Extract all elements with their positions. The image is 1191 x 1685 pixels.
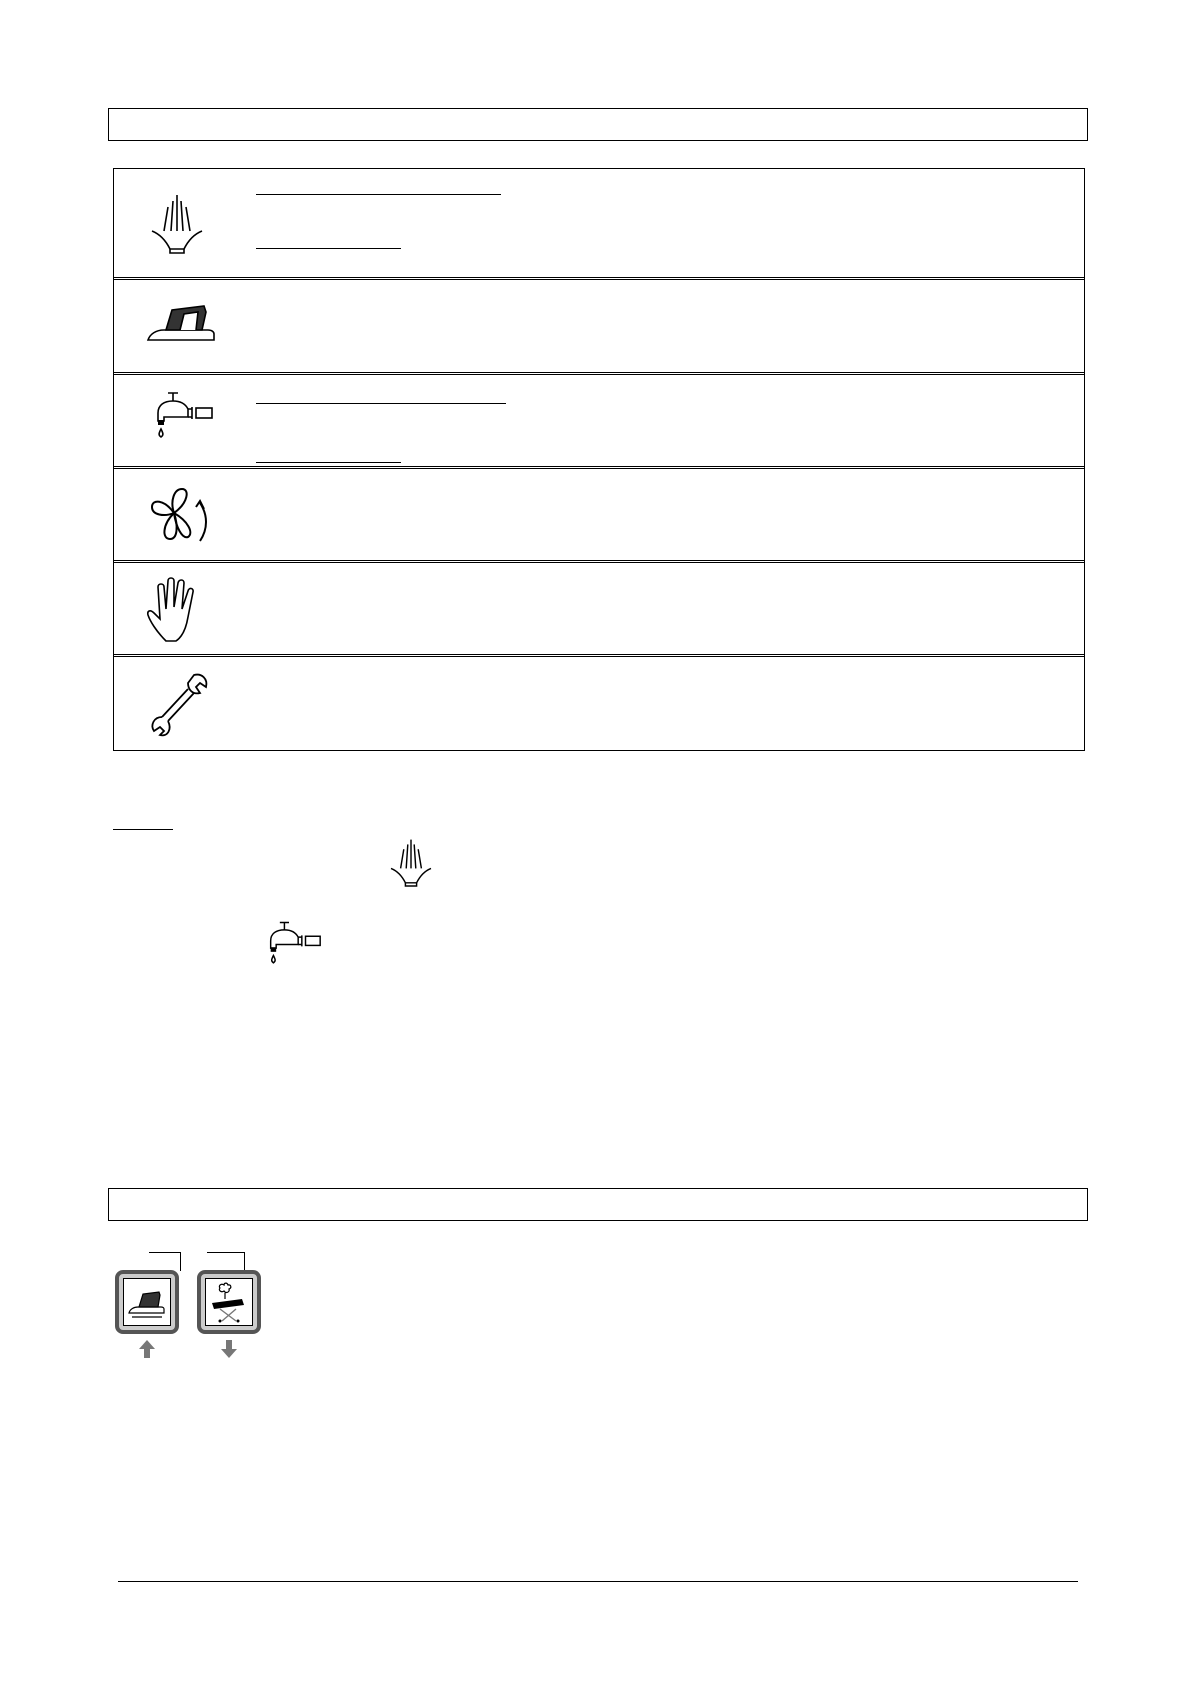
up-arrow-icon — [139, 1340, 155, 1362]
symbol-row — [114, 280, 1084, 372]
steam-mode-button[interactable] — [197, 1270, 261, 1334]
callout-bracket — [149, 1252, 181, 1271]
symbol-row — [114, 469, 1084, 561]
iron-icon — [124, 1279, 169, 1324]
note-marker — [113, 829, 173, 830]
symbol-row — [114, 563, 1084, 655]
hand-icon — [142, 575, 214, 647]
water-tap-icon — [142, 387, 214, 447]
symbol-row — [114, 375, 1084, 467]
symbol-table — [113, 168, 1085, 751]
text-underline — [256, 462, 401, 463]
section-header-bar — [108, 1188, 1088, 1221]
iron-mode-button[interactable] — [115, 1270, 179, 1334]
down-arrow-icon — [221, 1340, 237, 1362]
text-underline — [256, 248, 401, 249]
callout-bracket — [207, 1252, 245, 1271]
iron-icon — [142, 298, 218, 348]
water-tap-icon — [254, 917, 324, 972]
section-header-bar — [108, 108, 1088, 141]
wrench-icon — [142, 667, 214, 739]
steam-nozzle-icon — [383, 834, 439, 890]
text-underline — [256, 403, 506, 404]
fan-rotation-icon — [142, 481, 214, 547]
symbol-row — [114, 169, 1084, 277]
steam-ironing-board-icon — [206, 1279, 251, 1324]
steam-nozzle-icon — [142, 189, 212, 257]
text-underline — [256, 194, 501, 195]
footer-rule — [118, 1581, 1078, 1582]
symbol-row — [114, 657, 1084, 749]
control-button-panel — [113, 1252, 273, 1362]
